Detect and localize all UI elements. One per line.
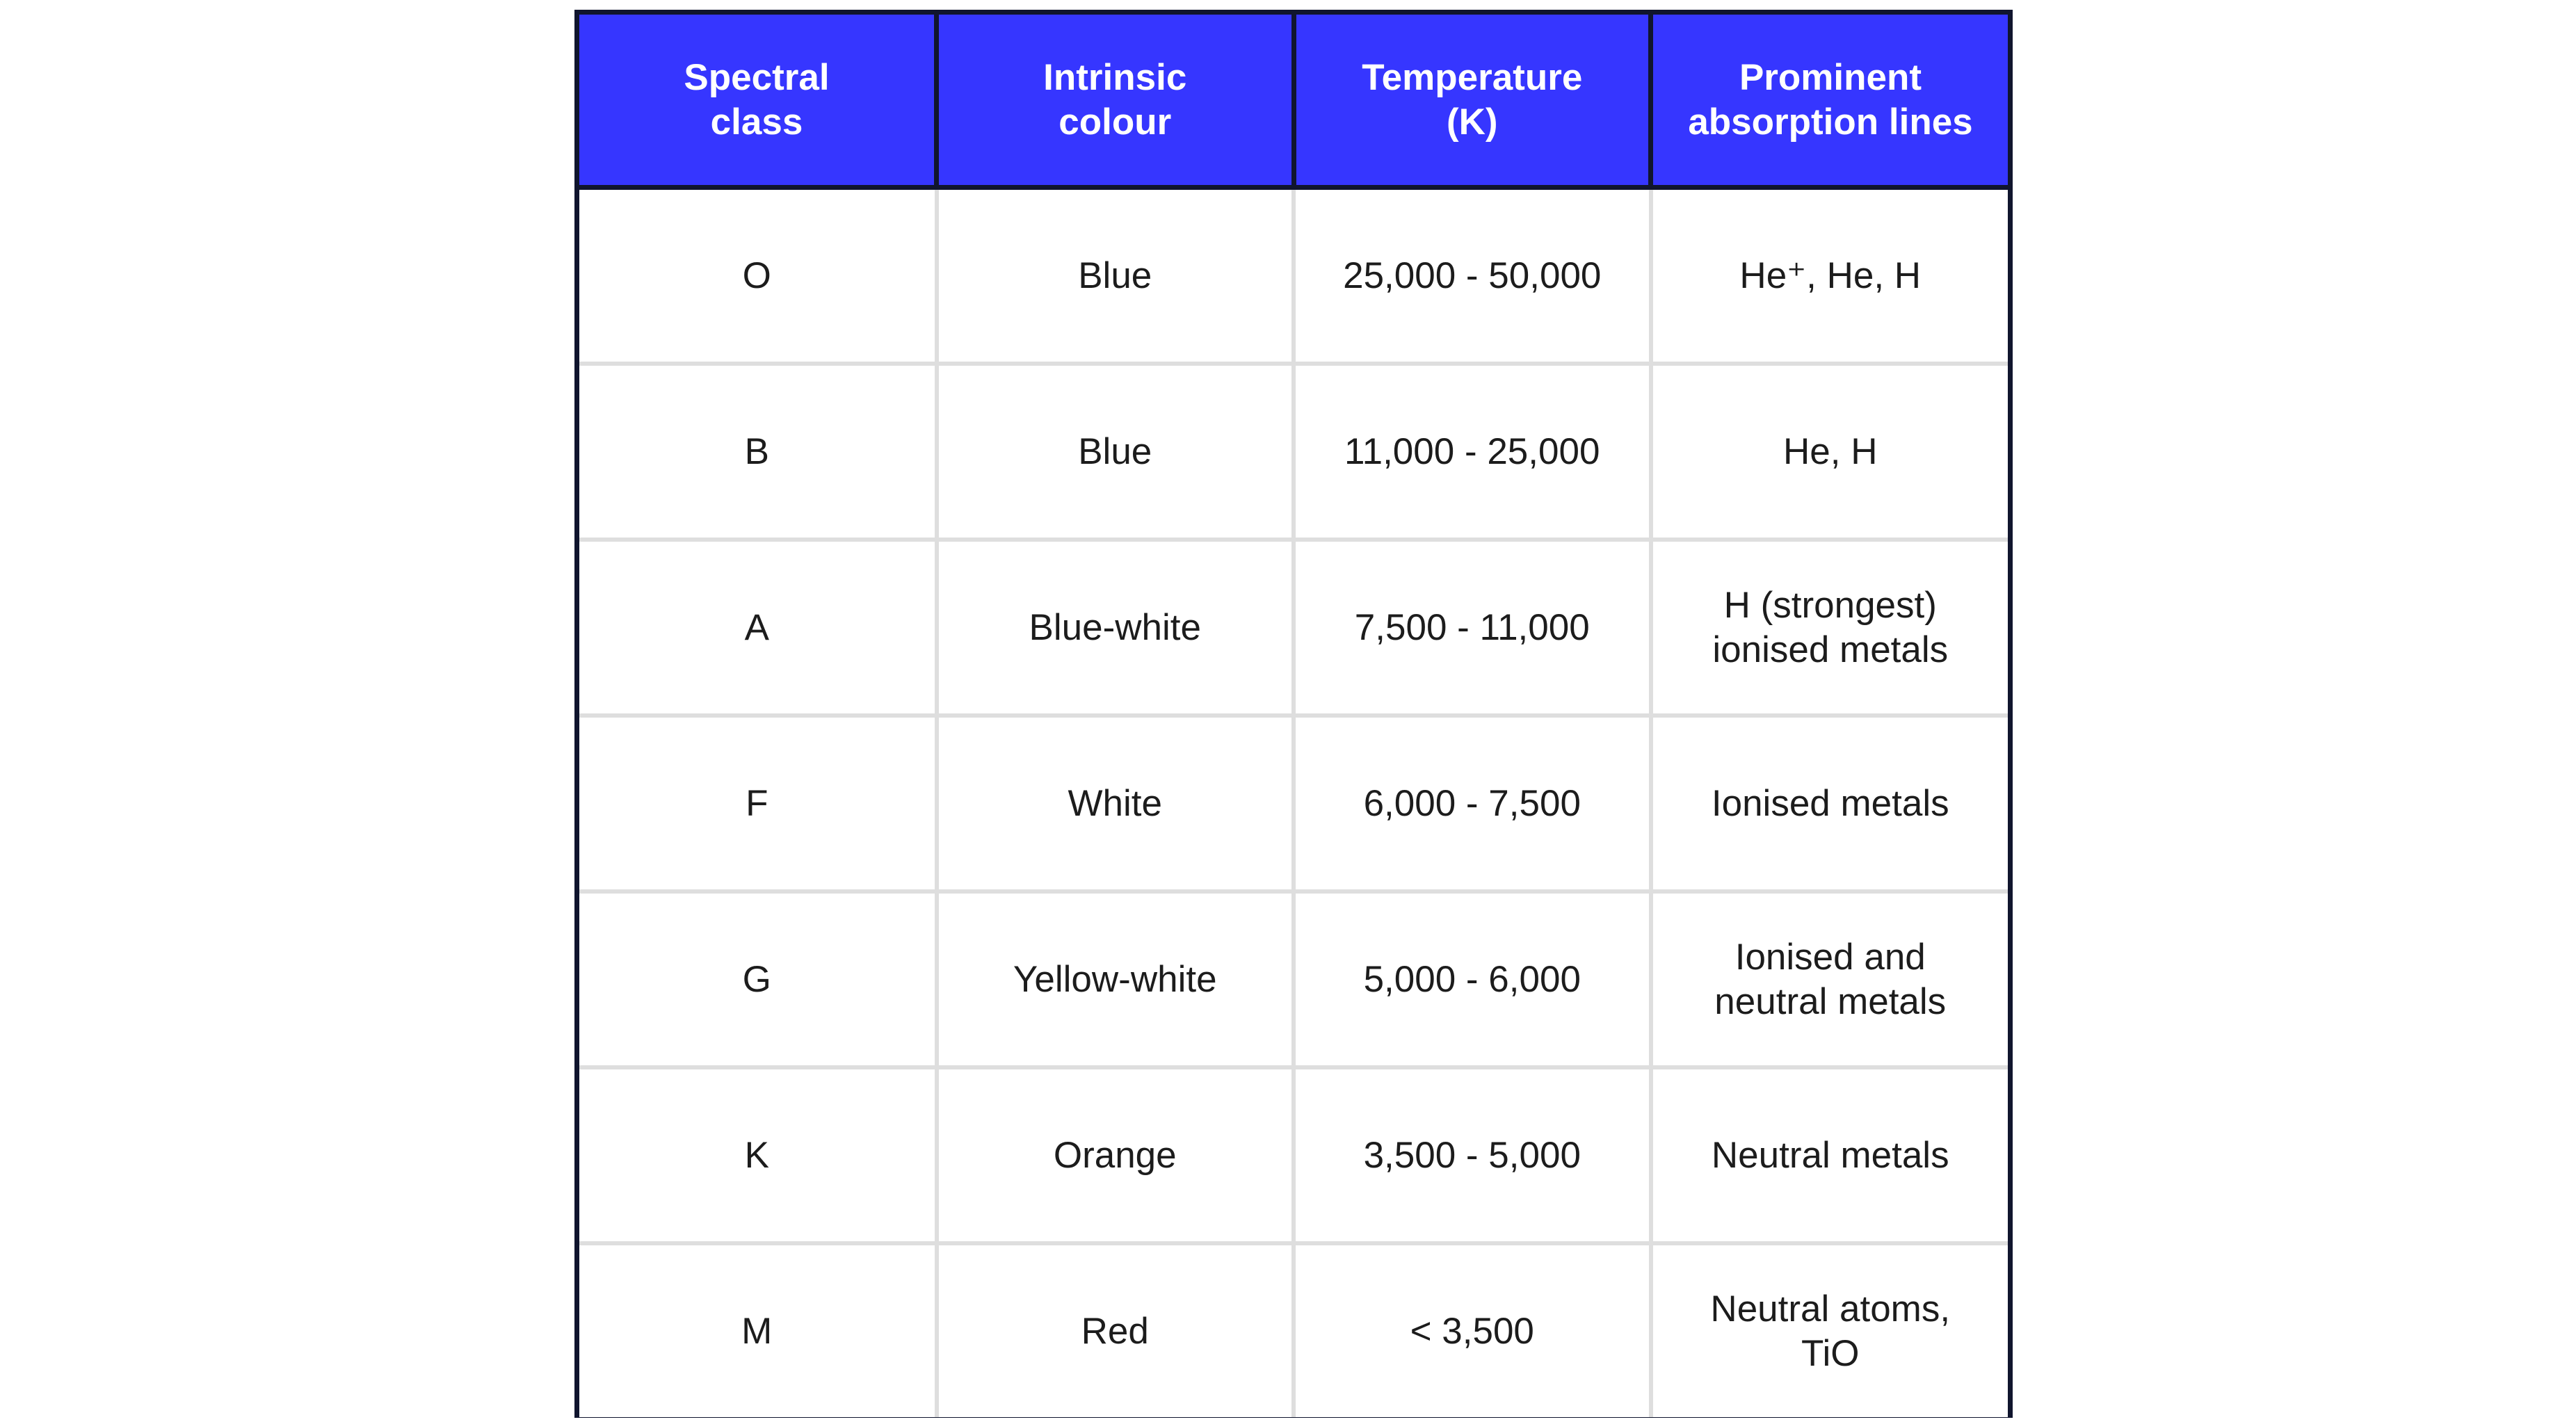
cell-temperature: 3,500 - 5,000 bbox=[1294, 1067, 1651, 1243]
table-row bbox=[579, 540, 2008, 716]
header-text-line: Intrinsic bbox=[1043, 56, 1187, 98]
table-row bbox=[579, 716, 2008, 891]
cell-spectral-class: O bbox=[579, 188, 937, 364]
cell-colour: Blue bbox=[937, 364, 1294, 540]
cell-text-line: H (strongest) bbox=[1723, 584, 1937, 626]
cell-text-line: He⁺, He, H bbox=[1739, 254, 1922, 296]
cell-temperature: 11,000 - 25,000 bbox=[1294, 364, 1651, 540]
cell-absorption-lines bbox=[1651, 188, 2009, 364]
header-text-line: Spectral bbox=[684, 56, 830, 98]
cell-temperature: 5,000 - 6,000 bbox=[1294, 891, 1651, 1067]
header-intrinsic-colour bbox=[937, 15, 1294, 188]
table-row bbox=[579, 1067, 2008, 1243]
cell-temperature: 6,000 - 7,500 bbox=[1294, 716, 1651, 891]
table-row bbox=[579, 1243, 2008, 1417]
spectral-class-table bbox=[579, 15, 2008, 1417]
header-text-line: absorption lines bbox=[1688, 101, 1973, 143]
cell-text-line: Neutral metals bbox=[1711, 1134, 1949, 1176]
cell-text-line: He, H bbox=[1783, 430, 1878, 472]
cell-text-line: TiO bbox=[1801, 1332, 1860, 1374]
cell-spectral-class: B bbox=[579, 364, 937, 540]
header-text-line: colour bbox=[1058, 101, 1172, 143]
table-header-row bbox=[579, 15, 2008, 188]
table-row bbox=[579, 364, 2008, 540]
cell-absorption-lines bbox=[1651, 716, 2009, 891]
cell-temperature: 7,500 - 11,000 bbox=[1294, 540, 1651, 716]
cell-text-line: Ionised metals bbox=[1711, 782, 1949, 824]
cell-colour: White bbox=[937, 716, 1294, 891]
spectral-class-table-container bbox=[574, 10, 2013, 1418]
cell-absorption-lines bbox=[1651, 540, 2009, 716]
cell-colour: Yellow-white bbox=[937, 891, 1294, 1067]
table-row bbox=[579, 891, 2008, 1067]
cell-colour: Blue bbox=[937, 188, 1294, 364]
cell-colour: Red bbox=[937, 1243, 1294, 1417]
cell-text-line: ionised metals bbox=[1712, 629, 1949, 670]
cell-spectral-class: A bbox=[579, 540, 937, 716]
cell-colour: Orange bbox=[937, 1067, 1294, 1243]
cell-colour: Blue-white bbox=[937, 540, 1294, 716]
cell-spectral-class: M bbox=[579, 1243, 937, 1417]
cell-text-line: Neutral atoms, bbox=[1710, 1288, 1951, 1330]
header-text-line: (K) bbox=[1446, 101, 1498, 143]
cell-absorption-lines bbox=[1651, 1067, 2009, 1243]
cell-text-line: neutral metals bbox=[1714, 980, 1947, 1022]
cell-temperature: < 3,500 bbox=[1294, 1243, 1651, 1417]
header-text-line: Prominent bbox=[1739, 56, 1922, 98]
cell-absorption-lines bbox=[1651, 364, 2009, 540]
table-row bbox=[579, 188, 2008, 364]
cell-absorption-lines bbox=[1651, 891, 2009, 1067]
cell-temperature: 25,000 - 50,000 bbox=[1294, 188, 1651, 364]
cell-spectral-class: K bbox=[579, 1067, 937, 1243]
cell-spectral-class: G bbox=[579, 891, 937, 1067]
cell-spectral-class: F bbox=[579, 716, 937, 891]
cell-absorption-lines bbox=[1651, 1243, 2009, 1417]
cell-text-line: Ionised and bbox=[1734, 936, 1926, 978]
header-text-line: Temperature bbox=[1362, 56, 1583, 98]
header-spectral-class bbox=[579, 15, 937, 188]
header-text-line: class bbox=[710, 101, 803, 143]
header-temperature bbox=[1294, 15, 1651, 188]
header-absorption-lines bbox=[1651, 15, 2009, 188]
